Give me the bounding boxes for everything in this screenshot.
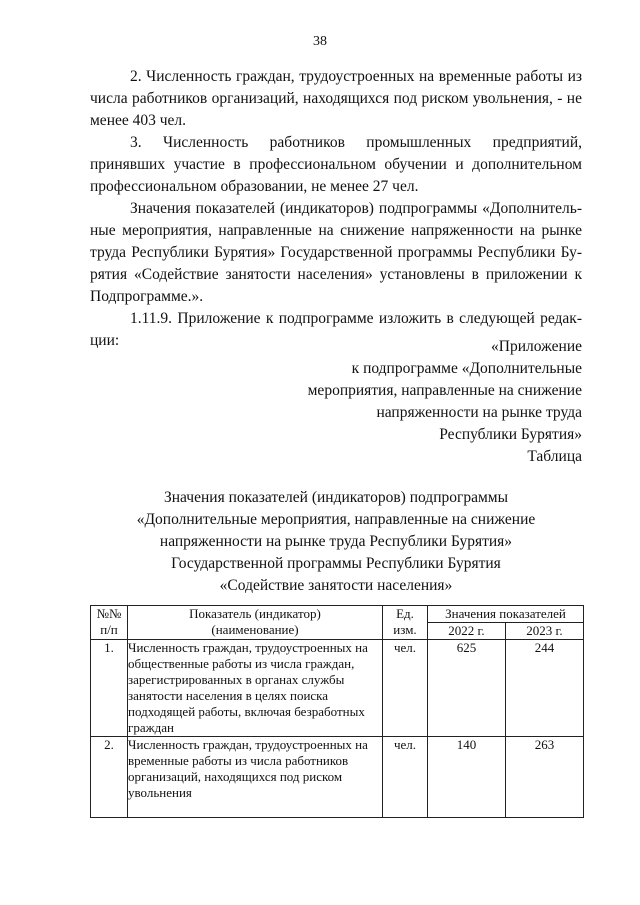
cell-indicator: Численность граждан, трудоустроенных на общественные работы из числа граждан, зарегистрированных в органах службы занятости населения в целях поиска подходящей работы, включая безработных граждан — [128, 640, 383, 737]
table-title-line: напряженности на рынке труда Республики Бурятия» — [159, 533, 513, 550]
header-indicator-line: Показатель (индикатор) — [189, 606, 321, 621]
appendix-line: напряженности на рынке труда — [376, 404, 582, 421]
header-unit-line: Ед. — [396, 606, 414, 621]
header-indicator — [128, 606, 383, 640]
header-unit — [383, 606, 428, 640]
table-title-line: Государственной программы Республики Бурятия — [171, 555, 501, 572]
table-row — [91, 737, 584, 818]
cell-unit: чел. — [383, 640, 428, 737]
table-label: Таблица — [527, 448, 582, 465]
cell-value-2022: 625 — [428, 640, 506, 737]
body-text — [90, 66, 582, 352]
table-header-row — [91, 606, 584, 623]
header-number-line: п/п — [100, 622, 118, 637]
cell-number: 1. — [91, 640, 128, 737]
cell-number: 2. — [91, 737, 128, 818]
paragraph-indicator-3: 3. Численность работников промышленных предприятий, принявших участие в профессиональном обучении и дополнительном профессиональном образовании, не менее 27 чел. — [90, 134, 582, 195]
cell-value-2022: 140 — [428, 737, 506, 818]
table-title-line: «Содействие занятости населения» — [219, 577, 453, 594]
header-number — [91, 606, 128, 640]
table-title-line: Значения показателей (индикаторов) подпрограммы — [163, 489, 509, 506]
header-unit-line: изм. — [393, 622, 417, 637]
paragraph-indicator-2: 2. Численность граждан, трудоустроенных на временные работы из числа работников организаций, находящихся под риском увольнения, - не менее 403 чел. — [90, 68, 582, 129]
paragraph-indicator-values: Значения показателей (индикаторов) подпрограммы «Дополнительные мероприятия, направленные на снижение напряженности на рынке труда Республики Бурятия» Государственной программы Республики Бурятия «Содействие занятости населения» установлены в приложении к Подпрограмме.». — [90, 200, 582, 305]
appendix-line: «Приложение — [491, 338, 582, 355]
header-year-2023: 2023 г. — [505, 623, 583, 640]
table-row — [91, 640, 584, 737]
table-title — [90, 487, 582, 597]
appendix-line: Республики Бурятия» — [439, 426, 582, 443]
table-title-line: «Дополнительные мероприятия, направленные на снижение — [136, 511, 536, 528]
cell-unit: чел. — [383, 737, 428, 818]
cell-value-2023: 263 — [505, 737, 583, 818]
appendix-header — [308, 336, 582, 446]
header-number-line: №№ — [96, 606, 122, 621]
header-year-2022: 2022 г. — [428, 623, 506, 640]
indicators-table — [90, 605, 584, 818]
paragraph-amendment: 1.11.9. Приложение к подпрограмме изложить в следующей редакции: — [90, 310, 582, 349]
cell-value-2023: 244 — [505, 640, 583, 737]
header-indicator-line: (наименование) — [211, 622, 299, 637]
page-number: 38 — [313, 34, 327, 49]
appendix-line: к подпрограмме «Дополнительные — [351, 360, 582, 377]
cell-indicator: Численность граждан, трудоустроенных на временные работы из числа работников организаций, находящихся под риском увольнения — [128, 737, 383, 818]
appendix-line: мероприятия, направленные на снижение — [307, 382, 582, 399]
header-values: Значения показателей — [428, 606, 584, 623]
